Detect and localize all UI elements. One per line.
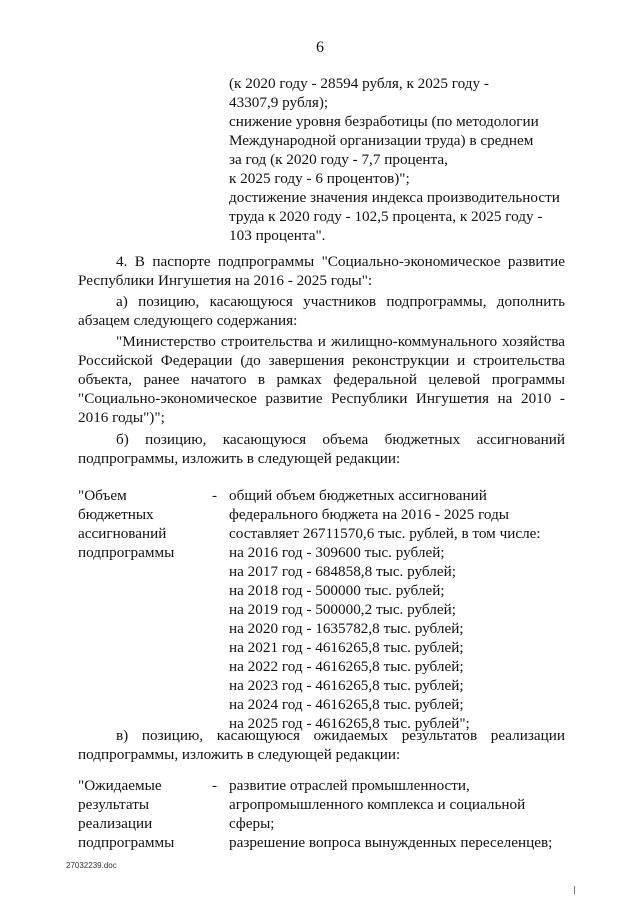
text-line: 43307,9 рубля); [229, 94, 329, 111]
text-line: составляет 26711570,6 тыс. рублей, в том числе: [229, 525, 541, 542]
text-line: федерального бюджета на 2016 - 2025 годы [229, 506, 510, 523]
text-line: "Министерство строительства и жилищно-коммунального хозяйства [116, 333, 565, 350]
text-line: на 2023 год - 4616265,8 тыс. рублей; [229, 677, 464, 694]
results-table-content [229, 776, 574, 852]
text-line: Российской Федерации (до завершения реконструкции и строительства [78, 352, 565, 369]
budget-table-label [78, 486, 208, 562]
dash-separator: - [212, 487, 218, 504]
text-line: ассигнований [78, 525, 167, 542]
item-4-paragraph [78, 252, 565, 290]
text-line: на 2016 год - 309600 тыс. рублей; [229, 544, 445, 561]
text-line: разрешение вопроса вынужденных переселенцев; [229, 834, 553, 851]
text-line: 2016 годы")"; [78, 409, 165, 426]
text-line: подпрограммы [78, 544, 175, 561]
item-a-paragraph [78, 292, 565, 330]
text-line: труда к 2020 году - 102,5 процента, к 2025 году - [229, 208, 543, 225]
text-line: "Социально-экономическое развитие Республики Ингушетия на 2010 - [78, 390, 565, 407]
item-v-paragraph [78, 726, 565, 764]
text-line: 103 процента". [229, 227, 326, 244]
text-line: на 2025 год - 4616265,8 тыс. рублей"; [229, 715, 470, 732]
text-line: на 2022 год - 4616265,8 тыс. рублей; [229, 658, 464, 675]
text-line: подпрограммы, изложить в следующей редакции: [78, 450, 401, 467]
text-line: (к 2020 году - 28594 рубля, к 2025 году - [229, 75, 489, 92]
page-number: 6 [316, 39, 324, 56]
text-line: на 2020 год - 1635782,8 тыс. рублей; [229, 620, 464, 637]
text-line: объекта, ранее начатого в рамках федеральной целевой программы [78, 371, 565, 388]
text-line: на 2019 год - 500000,2 тыс. рублей; [229, 601, 456, 618]
text-line: на 2024 год - 4616265,8 тыс. рублей; [229, 696, 464, 713]
text-line: к 2025 году - 6 процентов)"; [229, 170, 410, 187]
dash-separator: - [212, 777, 218, 794]
text-line: "Объем [78, 487, 127, 504]
text-line: сферы; [229, 815, 275, 832]
item-b-paragraph [78, 430, 565, 468]
text-line: на 2021 год - 4616265,8 тыс. рублей; [229, 639, 464, 656]
continuation-text [229, 74, 569, 245]
text-line: на 2018 год - 500000 тыс. рублей; [229, 582, 445, 599]
text-line: развитие отраслей промышленности, [229, 777, 470, 794]
text-line: Международной организации труда) в среднем [229, 132, 534, 149]
text-line: Республики Ингушетия на 2016 - 2025 годы": [78, 272, 373, 289]
text-line: снижение уровня безработицы (по методологии [229, 113, 539, 130]
text-line: б) позицию, касающуюся объема бюджетных ассигнований [116, 431, 565, 448]
text-line: "Ожидаемые [78, 777, 162, 794]
text-line: достижение значения индекса производительности [229, 189, 560, 206]
text-line: за год (к 2020 году - 7,7 процента, [229, 151, 448, 168]
corner-mark [574, 886, 575, 894]
text-line: 4. В паспорте подпрограммы "Социально-экономическое развитие [116, 253, 565, 270]
text-line: подпрограммы, изложить в следующей редакции: [78, 746, 401, 763]
text-line: реализации [78, 815, 153, 832]
text-line: агропромышленного комплекса и социальной [229, 796, 526, 813]
text-line: в) позицию, касающуюся ожидаемых результатов реализации [116, 727, 565, 744]
budget-table-content [229, 486, 574, 733]
text-line: абзацем следующего содержания: [78, 312, 298, 329]
footer-document-code: 27032239.doc [66, 861, 117, 870]
text-line: общий объем бюджетных ассигнований [229, 487, 487, 504]
text-line: бюджетных [78, 506, 154, 523]
results-table-label [78, 776, 208, 852]
text-line: подпрограммы [78, 834, 175, 851]
text-line: на 2017 год - 684858,8 тыс. рублей; [229, 563, 456, 580]
quoted-paragraph [78, 332, 565, 427]
text-line: а) позицию, касающуюся участников подпрограммы, дополнить [116, 293, 565, 310]
text-line: результаты [78, 796, 150, 813]
